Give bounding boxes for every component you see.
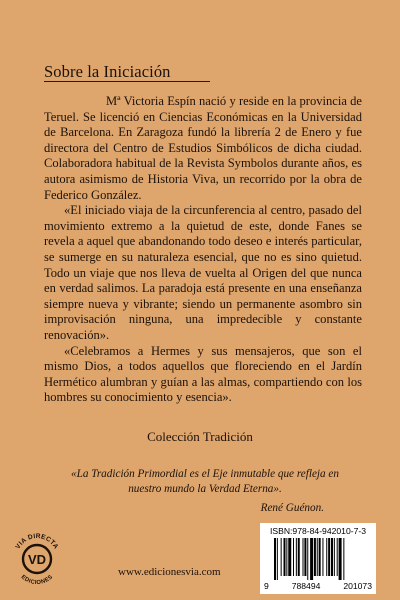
isbn-label: ISBN:978-84-942010-7-3: [269, 526, 367, 536]
barcode-bar: [304, 538, 306, 576]
barcode-digits: [262, 581, 374, 591]
barcode-bar: [288, 538, 291, 576]
barcode-bar: [277, 538, 278, 580]
barcode-bar: [310, 538, 313, 580]
collection-name: Colección Tradición: [147, 429, 253, 444]
barcode-bar: [334, 538, 335, 576]
barcode-bar: [326, 538, 327, 576]
barcode-bar: [281, 538, 282, 576]
epigraph-quote: «La Tradición Primordial es el Eje inmutable que refleja en nuestro mundo la Verdad Eterna».: [71, 468, 339, 495]
barcode: [274, 538, 364, 580]
section-heading: Sobre la Iniciación: [44, 62, 171, 81]
publisher-logo: [8, 528, 66, 590]
logo-initials: VD: [27, 552, 47, 567]
epigraph-author: René Guénon.: [260, 502, 324, 514]
quote-paragraph-1: «El iniciado viaja de la circunferencia al centro, pasado del movimiento extremo a la quietud de este, donde Fanes se revela a aquel que abandonando todo deseo e interés particular, se sumerge en su naturaleza esencial, que no es sino quietud. Todo un viaje que nos lleva de vuelta al Origen del que nunca en verdad salimos. La paradoja está presente en una enseñanza siempre nueva y vibrante; siendo un permanente asombro sin improvisación ninguna, una impredecible y constante renovación».: [44, 203, 362, 342]
quote-paragraph-2: «Celebramos a Hermes y sus mensajeros, que son el mismo Dios, a todos aquellos que floreciendo en el Jardín Hermético alumbran y guían a las almas, compartiendo con los hombres su conocimiento y esencia».: [44, 343, 362, 405]
barcode-bar: [296, 538, 297, 576]
barcode-bar: [314, 538, 316, 576]
barcode-bar: [293, 538, 294, 576]
barcode-bar: [303, 538, 304, 576]
barcode-bar: [317, 538, 318, 576]
author-bio-paragraph: Mª Victoria Espín nació y reside en la provincia de Teruel. Se licenció en Ciencias Económicas en la Universidad de Barcelona. En Zaragoza fundó la librería 2 de Enero y fue directora del Centro de Estudios Simbólicos de dicha ciudad. Colaboradora habitual de la Revista Symbolos durante años, es autora asimismo de Historia Viva, un recorrido por la obra de Federico González.: [44, 94, 362, 202]
barcode-bar: [331, 538, 333, 576]
svg-text:EDICIONES: [20, 574, 55, 586]
publisher-website[interactable]: www.edicionesvia.com: [118, 566, 221, 578]
logo-bottom-text: EDICIONES: [19, 574, 55, 587]
barcode-bar: [337, 538, 338, 576]
barcode-bar: [286, 538, 287, 576]
logo-top-text: VIA DIRECTA: [14, 532, 60, 551]
barcode-digit-right: 201073: [343, 581, 372, 591]
barcode-digit-left: 788494: [291, 581, 321, 591]
barcode-bar: [343, 538, 344, 580]
barcode-bar: [284, 538, 286, 576]
barcode-bar: [319, 538, 321, 576]
barcode-bar: [274, 538, 276, 580]
heading-underline: [44, 81, 210, 82]
barcode-bar: [322, 538, 323, 576]
barcode-bar: [298, 538, 300, 576]
barcode-bar: [339, 538, 342, 580]
svg-text:VIA DIRECTA: [15, 533, 60, 551]
barcode-bar: [307, 538, 308, 580]
barcode-bar: [328, 538, 330, 576]
barcode-digit-prefix: 9: [264, 581, 269, 591]
barcode-panel: [260, 523, 376, 594]
synopsis-text: [44, 94, 362, 406]
